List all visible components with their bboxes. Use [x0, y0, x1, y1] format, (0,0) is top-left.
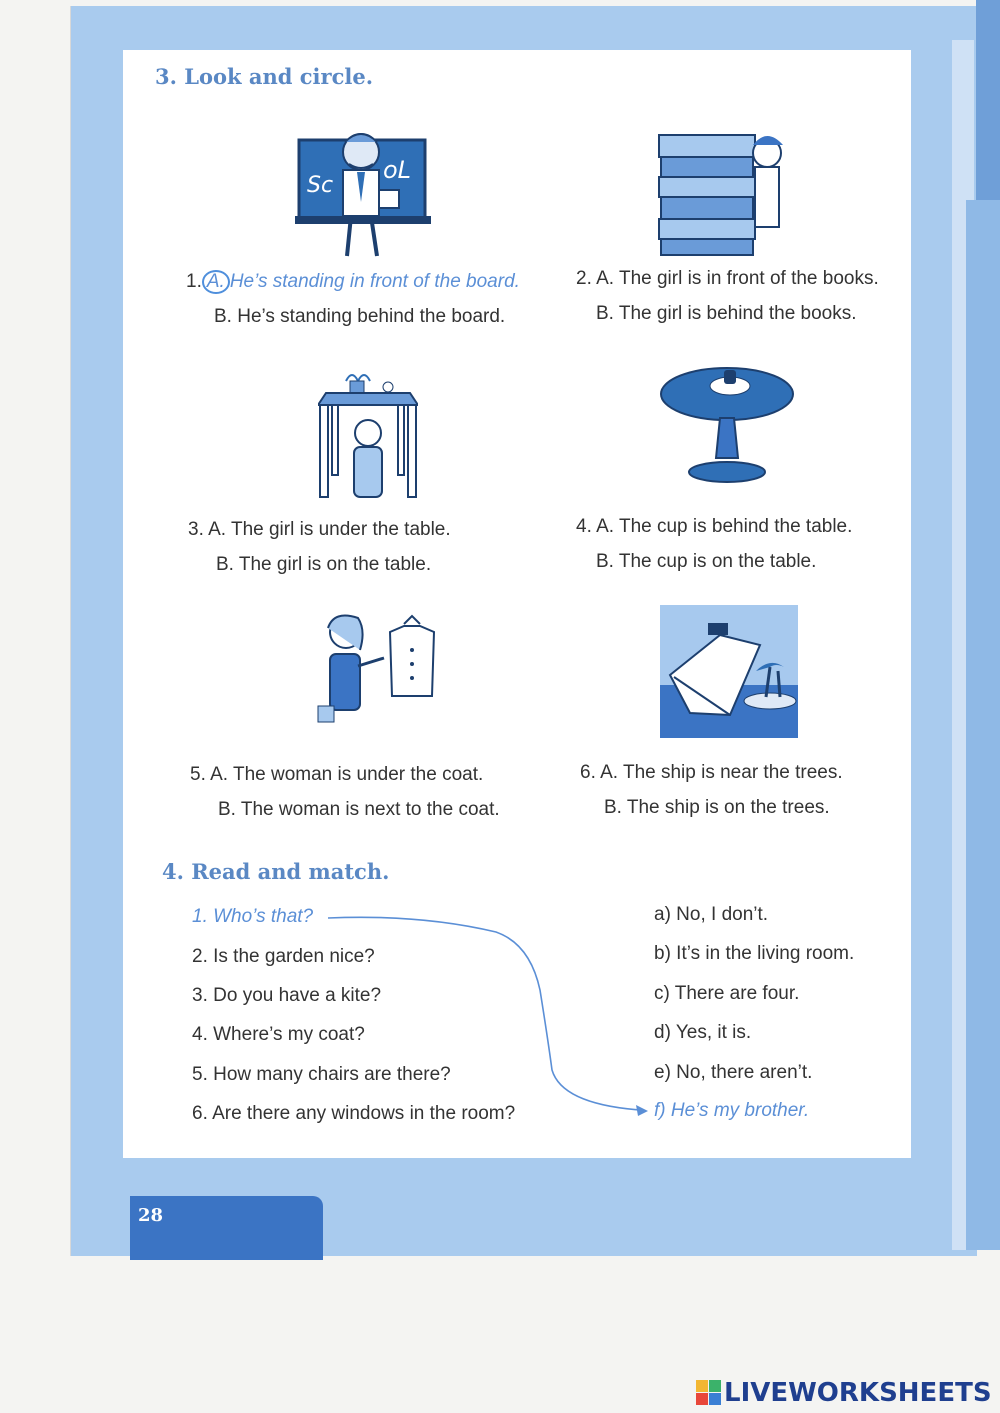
item-2-option-a[interactable]: 2. A. The girl is in front of the books. — [576, 268, 879, 289]
answer-b[interactable]: b) It’s in the living room. — [654, 943, 855, 964]
question-2[interactable]: 2. Is the garden nice? — [192, 946, 375, 967]
woman-coat-illustration — [312, 610, 442, 740]
answer-a[interactable]: a) No, I don’t. — [654, 904, 769, 925]
item-5-option-b[interactable]: B. The woman is next to the coat. — [218, 799, 500, 820]
item-4-option-b[interactable]: B. The cup is on the table. — [596, 551, 817, 572]
item-1-circled-letter[interactable]: A. — [202, 270, 230, 294]
liveworksheets-logo-icon — [696, 1380, 722, 1406]
item-3-option-b[interactable]: B. The girl is on the table. — [216, 554, 432, 575]
question-5[interactable]: 5. How many chairs are there? — [192, 1064, 451, 1085]
question-6[interactable]: 6. Are there any windows in the room? — [192, 1103, 516, 1124]
footer-brand[interactable]: LIVEWORKSHEETS — [724, 1378, 992, 1408]
item-6-option-a[interactable]: 6. A. The ship is near the trees. — [580, 762, 843, 783]
answer-c[interactable]: c) There are four. — [654, 983, 800, 1004]
girl-under-table-illustration — [318, 365, 418, 500]
section3-heading: 3. Look and circle. — [155, 64, 374, 89]
item-1-answer-text: He’s standing in front of the board. — [229, 271, 520, 292]
books-girl-illustration — [655, 125, 805, 257]
teacher-board-illustration — [295, 120, 435, 260]
page-right-strip — [976, 0, 1000, 200]
answer-d[interactable]: d) Yes, it is. — [654, 1022, 752, 1043]
ship-island-illustration — [660, 605, 798, 740]
cup-on-table-illustration — [658, 362, 796, 486]
item-2-option-b[interactable]: B. The girl is behind the books. — [596, 303, 857, 324]
svg-text:oL: oL — [383, 156, 412, 184]
item-6-option-b[interactable]: B. The ship is on the trees. — [604, 797, 830, 818]
item-1-number: 1. — [186, 271, 202, 292]
answer-f[interactable]: f) He’s my brother. — [654, 1100, 810, 1121]
page-number: 28 — [138, 1205, 164, 1226]
item-1-option-a[interactable] — [186, 270, 520, 294]
question-1[interactable]: 1. Who’s that? — [192, 906, 314, 927]
page-side-tab — [966, 200, 1000, 1250]
item-1-option-b[interactable]: B. He’s standing behind the board. — [214, 306, 506, 327]
item-4-option-a[interactable]: 4. A. The cup is behind the table. — [576, 516, 853, 537]
item-5-option-a[interactable]: 5. A. The woman is under the coat. — [190, 764, 484, 785]
section4-heading: 4. Read and match. — [162, 859, 390, 884]
question-4[interactable]: 4. Where’s my coat? — [192, 1024, 365, 1045]
answer-e[interactable]: e) No, there aren’t. — [654, 1062, 813, 1083]
item-3-option-a[interactable]: 3. A. The girl is under the table. — [188, 519, 451, 540]
question-3[interactable]: 3. Do you have a kite? — [192, 985, 382, 1006]
svg-text:Sc: Sc — [307, 173, 334, 198]
